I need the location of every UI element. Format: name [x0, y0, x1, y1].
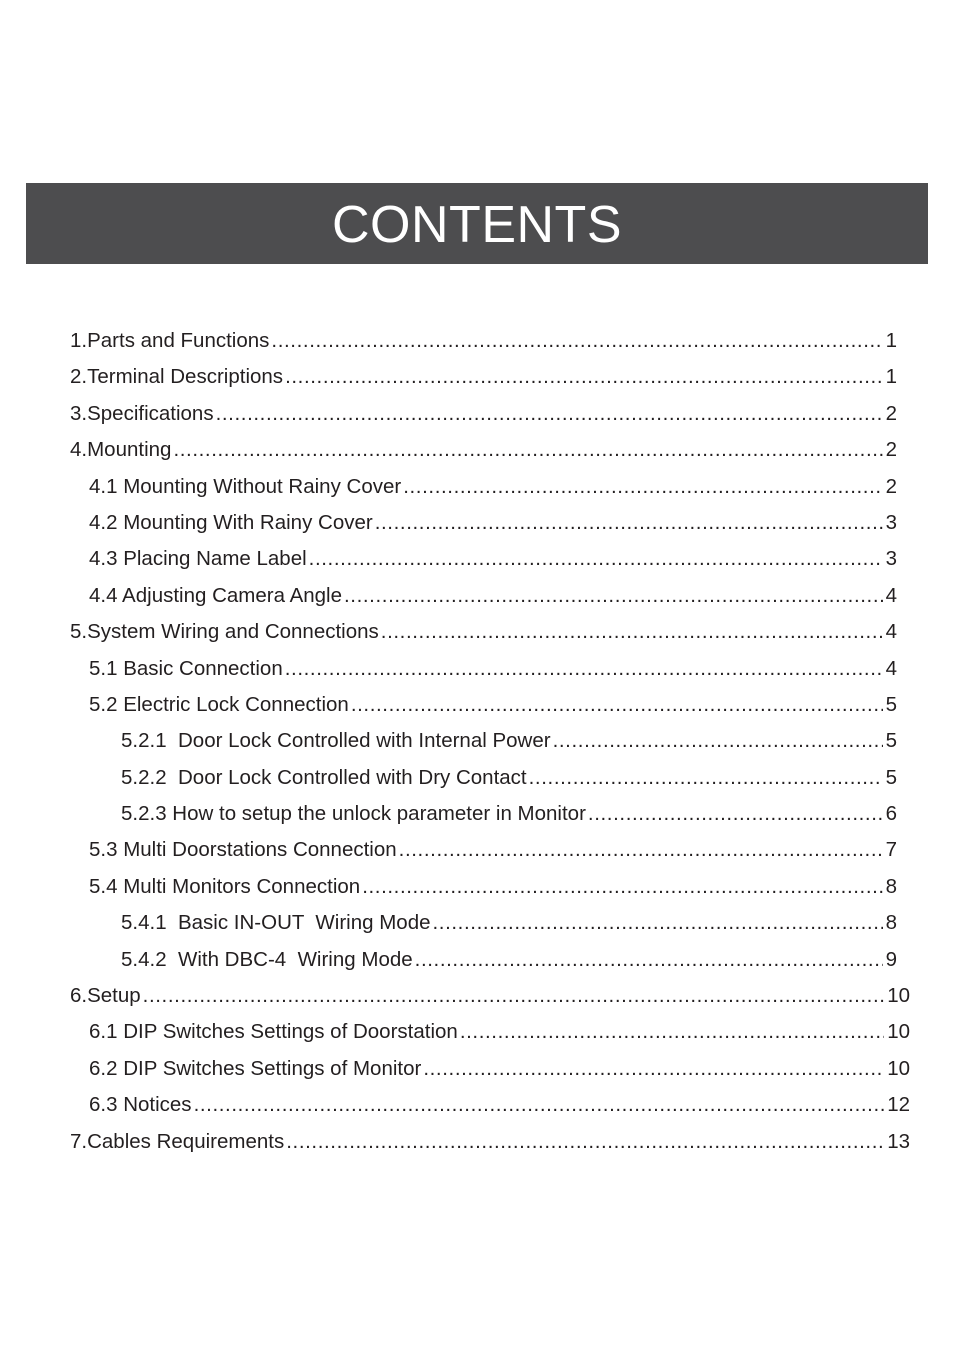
toc-entry-page-number: 8 — [885, 911, 897, 935]
toc-entry-label: 6.2 DIP Switches Settings of Monitor — [89, 1056, 422, 1080]
contents-banner — [26, 183, 928, 264]
toc-entry-label: 5.4.1 Basic IN-OUT Wiring Mode — [121, 911, 431, 935]
toc-entry — [70, 578, 910, 614]
dot-leader — [173, 432, 882, 468]
toc-entry-page-number: 8 — [885, 874, 897, 898]
toc-entry-line — [70, 978, 910, 1014]
dot-leader — [194, 1087, 885, 1123]
toc-entry — [70, 978, 910, 1014]
toc-entry-line — [89, 869, 897, 905]
toc-entry — [70, 1124, 910, 1160]
dot-leader — [433, 905, 883, 941]
dot-leader — [216, 396, 883, 432]
toc-entry-page-number: 1 — [885, 329, 897, 352]
toc-entry — [70, 832, 910, 868]
dot-leader — [351, 687, 883, 723]
toc-entry — [70, 541, 910, 577]
toc-entry-label: 4.2 Mounting With Rainy Cover — [89, 510, 373, 534]
toc-entry-line — [89, 832, 897, 868]
dot-leader — [285, 359, 883, 395]
toc-entry-line — [121, 796, 897, 832]
toc-entry-page-number: 13 — [887, 1129, 910, 1153]
dot-leader — [460, 1014, 884, 1050]
dot-leader — [529, 760, 883, 796]
toc-entry — [70, 1014, 910, 1050]
toc-entry-line — [89, 1087, 910, 1123]
toc-entry — [70, 469, 910, 505]
toc-entry-label: 5.2.3 How to setup the unlock parameter in Monitor — [121, 802, 586, 826]
toc-entry — [70, 869, 910, 905]
toc-entry — [70, 796, 910, 832]
toc-entry-page-number: 10 — [887, 1056, 910, 1080]
toc-entry-label: 5.3 Multi Doorstations Connection — [89, 838, 397, 862]
dot-leader — [143, 978, 885, 1014]
toc-entry-page-number: 2 — [885, 474, 897, 498]
toc-entry-line — [121, 942, 897, 978]
toc-entry-line — [89, 1051, 910, 1087]
dot-leader — [403, 469, 882, 505]
toc-entry-label: 5.2.1 Door Lock Controlled with Internal Power — [121, 729, 551, 753]
toc-entry-label: 2.Terminal Descriptions — [70, 365, 284, 389]
toc-entry — [70, 760, 910, 796]
dot-leader — [271, 323, 882, 359]
toc-entry-page-number: 7 — [885, 838, 897, 862]
toc-entry-line — [121, 723, 897, 759]
dot-leader — [553, 723, 883, 759]
toc-entry-line — [89, 505, 897, 541]
toc-entry-label: 5.1 Basic Connection — [89, 656, 283, 680]
toc-entry-page-number: 9 — [885, 947, 897, 971]
toc-entry — [70, 1051, 910, 1087]
toc-entry-page-number: 4 — [885, 656, 897, 680]
toc-entry-line — [70, 432, 897, 468]
dot-leader — [375, 505, 883, 541]
dot-leader — [399, 832, 883, 868]
toc-entry-label: 6.1 DIP Switches Settings of Doorstation — [89, 1020, 458, 1044]
dot-leader — [588, 796, 883, 832]
toc-entry-line — [89, 1014, 910, 1050]
toc-entry — [70, 1087, 910, 1123]
toc-entry-page-number: 5 — [885, 692, 897, 716]
toc-entry-label: 7.Cables Requirements — [70, 1129, 285, 1153]
toc-entry-page-number: 3 — [885, 510, 897, 534]
toc-entry-label: 4.Mounting — [70, 438, 172, 462]
toc-entry-line — [89, 687, 897, 723]
dot-leader — [344, 578, 883, 614]
toc-entry-label: 6.Setup — [70, 984, 141, 1008]
toc-entry-line — [89, 469, 897, 505]
toc-entry-page-number: 2 — [885, 401, 897, 425]
toc-entry-label: 5.2.2 Door Lock Controlled with Dry Contact — [121, 765, 527, 789]
toc-entry — [70, 723, 910, 759]
toc-entry-page-number: 10 — [887, 1020, 910, 1044]
toc-entry-label: 5.4.2 With DBC-4 Wiring Mode — [121, 947, 413, 971]
toc-entry-label: 4.3 Placing Name Label — [89, 547, 307, 571]
toc-entry-page-number: 5 — [885, 765, 897, 789]
toc-entry — [70, 505, 910, 541]
toc-entry-page-number: 3 — [885, 547, 897, 571]
toc-entry-label: 5.4 Multi Monitors Connection — [89, 874, 361, 898]
toc-entry — [70, 432, 910, 468]
dot-leader — [423, 1051, 884, 1087]
toc-entry — [70, 323, 910, 359]
toc-entry-label: 5.2 Electric Lock Connection — [89, 692, 349, 716]
toc-entry-page-number: 4 — [885, 583, 897, 607]
toc-entry-line — [89, 578, 897, 614]
dot-leader — [286, 1124, 884, 1160]
toc-entry-line — [121, 760, 897, 796]
toc-entry — [70, 687, 910, 723]
dot-leader — [285, 651, 883, 687]
toc-entry — [70, 905, 910, 941]
dot-leader — [415, 942, 883, 978]
dot-leader — [381, 614, 883, 650]
toc-entry-page-number: 2 — [885, 438, 897, 462]
toc-entry-line — [70, 396, 897, 432]
toc-entry-page-number: 12 — [887, 1093, 910, 1117]
table-of-contents — [70, 323, 910, 1160]
toc-entry-page-number: 1 — [885, 365, 897, 389]
toc-entry-page-number: 4 — [885, 620, 897, 644]
toc-entry — [70, 359, 910, 395]
toc-entry-label: 3.Specifications — [70, 401, 214, 425]
toc-entry-page-number: 10 — [887, 984, 910, 1008]
toc-entry-label: 4.4 Adjusting Camera Angle — [89, 583, 342, 607]
toc-entry-label: 5.System Wiring and Connections — [70, 620, 379, 644]
toc-entry-line — [89, 651, 897, 687]
toc-entry — [70, 396, 910, 432]
toc-entry-line — [70, 614, 897, 650]
dot-leader — [362, 869, 882, 905]
toc-entry-page-number: 5 — [885, 729, 897, 753]
toc-entry — [70, 651, 910, 687]
toc-entry — [70, 942, 910, 978]
page-title: CONTENTS — [332, 195, 622, 254]
toc-entry-line — [70, 359, 897, 395]
dot-leader — [309, 541, 883, 577]
toc-entry-label: 1.Parts and Functions — [70, 329, 270, 352]
toc-entry-line — [121, 905, 897, 941]
toc-entry-line — [70, 323, 897, 359]
toc-entry-line — [70, 1124, 910, 1160]
toc-entry — [70, 614, 910, 650]
toc-entry-label: 6.3 Notices — [89, 1093, 192, 1117]
toc-entry-line — [89, 541, 897, 577]
toc-entry-label: 4.1 Mounting Without Rainy Cover — [89, 474, 402, 498]
toc-entry-page-number: 6 — [885, 802, 897, 826]
